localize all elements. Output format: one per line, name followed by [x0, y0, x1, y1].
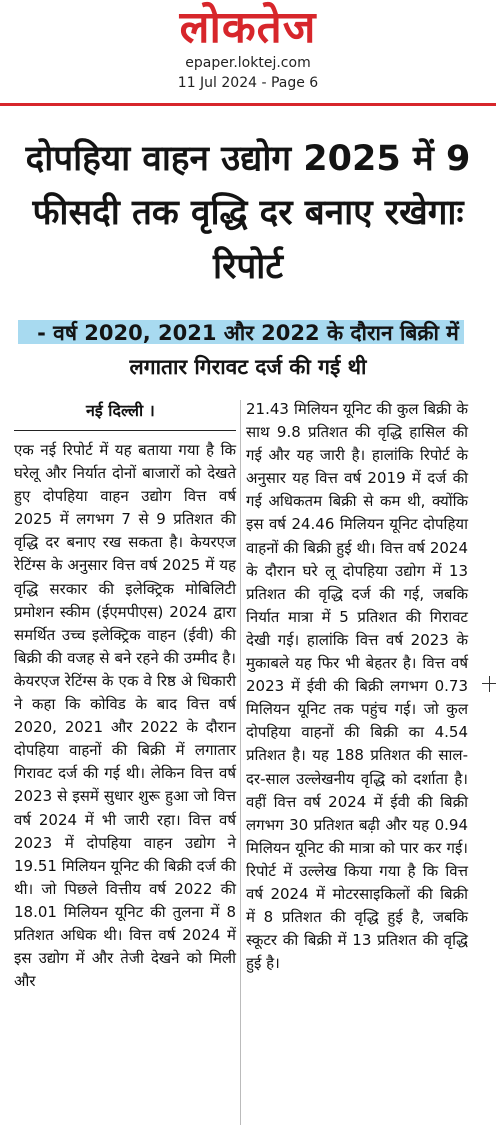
newspaper-logo: लोकतेज: [179, 2, 317, 53]
article-headline: दोपहिया वाहन उद्योग 2025 में 9 फीसदी तक वृद्धि दर बनाए रखेगाः रिपोर्ट: [25, 139, 471, 287]
edition-date-page: 11 Jul 2024 - Page 6: [177, 75, 319, 91]
site-url: epaper.loktej.com: [185, 55, 311, 71]
masthead-divider: [0, 103, 496, 106]
article-column-2: [246, 398, 468, 975]
masthead: [0, 0, 496, 104]
column-2-body: 21.43 मिलियन यूनिट की कुल बिक्री के साथ 9.8 प्रतिशत की वृद्धि हासिल की गई और यह जारी है। हालांकि रिपोर्ट के अनुसार यह वित्त वर्ष 2019 में दर्ज की गई अधिकतम बिक्री से कम थी, क्योंकि इस वर्ष 24.46 मिलियन यूनिट दोपहिया वाहनों की बिक्री हुई थी। वित्त वर्ष 2024 के दौरान घरे लू दोपहिया उद्योग में 13 प्रतिशत की वृद्धि दर्ज की गई, जबकि निर्यात मात्रा में 5 प्रतिशत की गिरावट देखी गई। हालांकि वित्त वर्ष 2023 के मुकाबले यह फिर भी बेहतर है। वित्त वर्ष 2023 में ईवी की बिक्री लगभग 0.73 मिलियन यूनिट तक पहुंच गई। जो कुल दोपहिया वाहनों की बिक्री का 4.54 प्रतिशत है। यह 188 प्रतिशत की साल-दर-साल उल्लेखनीय वृद्धि को दर्शाता है। वहीं वित्त वर्ष 2024 में ईवी की बिक्री लगभग 30 प्रतिशत बढ़ी और यह 0.94 मिलियन यूनिट की मात्रा को पार कर गई। रिपोर्ट में उल्लेख किया गया है कि वित्त वर्ष 2024 में मोटरसाइकिलों की बिक्री में 8 प्रतिशत की वृद्धि हुई है, जबकि स्कूटर की बिक्री में 13 प्रतिशत की वृद्धि हुई है।: [246, 400, 468, 973]
column-1-body: एक नई रिपोर्ट में यह बताया गया है कि घरेलू और निर्यात दोनों बाजारों को देखते हुए दोपहिया वाहन उद्योग वित्त वर्ष 2025 में लगभग 7 से 9 प्रतिशत की वृद्धि दर बनाए रख सकता है। केयरएज रेटिंग्स के अनुसार वित्त वर्ष 2025 में यह वृद्धि सरकार की इलेक्ट्रिक मोबिलिटी प्रमोशन स्कीम (ईएमपीएस) 2024 द्वारा समर्थित उच्च इलेक्ट्रिक वाहन (ईवी) की बिक्री की वजह से बने रहने की उम्मीद है। केयरएज रेटिंग्स के एक वे रिष्ठ अे धिकारी ने कहा कि कोविड के बाद वित्त वर्ष 2020, 2021 और 2022 के दौरान दोपहिया वाहनों की बिक्री में लगातार गिरावट दर्ज की गई थी। लेकिन वित्त वर्ष 2023 से इसमें सुधार शुरू हुआ जो वित्त वर्ष 2024 में भी जारी रहा। वित्त वर्ष 2023 में दोपहिया वाहन उद्योग ने 19.51 मिलियन यूनिट की बिक्री दर्ज की थी। जो पिछले वित्तीय वर्ष 2022 की 18.01 मिलियन यूनिट की तुलना में 8 प्रतिशत अधिक थी। वित्त वर्ष 2024 में इस उद्योग में और तेजी देखने को मिली और: [14, 441, 236, 991]
dateline: नई दिल्ली ।: [86, 401, 155, 420]
article-column-1: [14, 398, 236, 993]
crop-mark-icon: [482, 676, 496, 692]
column-divider: [240, 400, 241, 1125]
article-deck: - वर्ष 2020, 2021 और 2022 के दौरान बिक्री में लगातार गिरावट दर्ज की गई थी: [37, 321, 459, 379]
dateline-divider: [14, 430, 236, 431]
